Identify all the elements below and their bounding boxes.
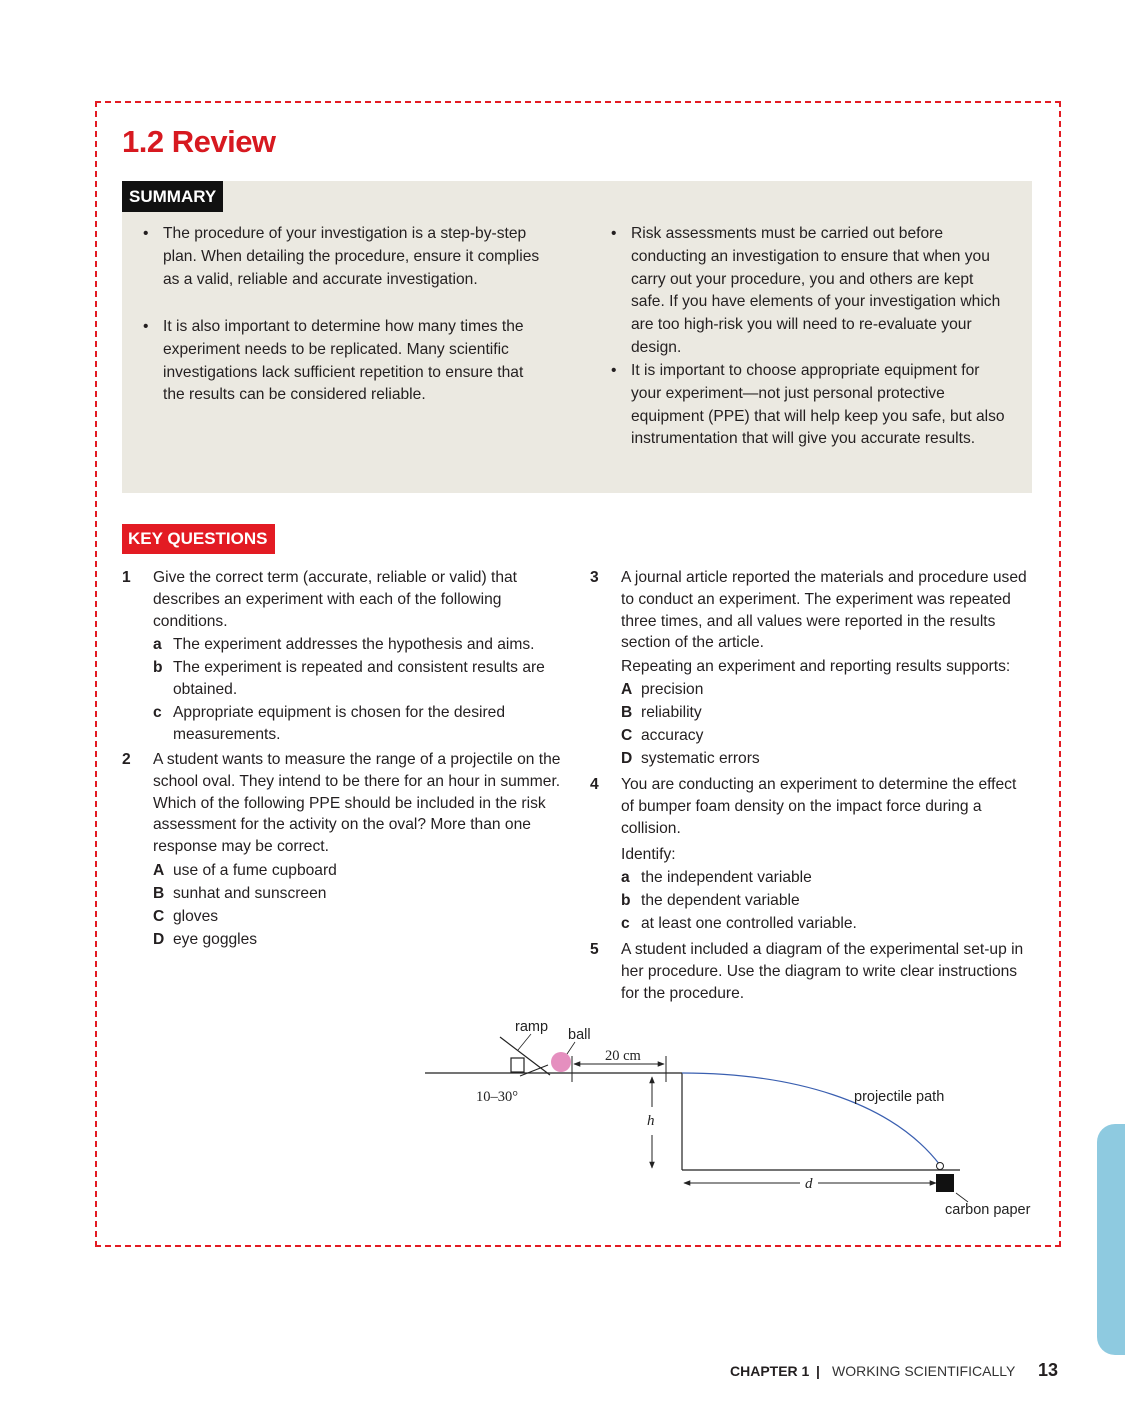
summary-bullet: • It is important to choose appropriate equipment for your experiment—not just personal protective equipment (PPE) that will help keep you safe, but also instrumentation that will give you accurate results. <box>611 362 1005 448</box>
question-part: a The experiment addresses the hypothesis and aims. <box>153 636 535 653</box>
landing-point <box>937 1163 944 1170</box>
answer-option: D eye goggles <box>153 931 258 948</box>
chapter-tab <box>1097 1124 1125 1355</box>
question-part: b the dependent variable <box>621 892 800 909</box>
answer-option: A precision <box>621 681 704 698</box>
summary-bullet: • It is also important to determine how many times the experiment needs to be replicated. Many scientific investigations lack sufficient repetition to ensure that the results can be considered reliable. <box>143 318 524 404</box>
angle-label: 10–30° <box>476 1089 519 1105</box>
ramp-leader <box>518 1034 531 1050</box>
key-questions-label: KEY QUESTIONS <box>122 524 275 554</box>
question-number: 3 <box>590 569 599 586</box>
question-text: A journal article reported the materials and procedure used to conduct an experiment. The experiment was repeated three times, and all values were reported in the results section of the article. <box>621 569 1027 652</box>
question-text: Give the correct term (accurate, reliable or valid) that describes an experiment with each of the following conditions. <box>153 569 517 630</box>
summary-label: SUMMARY <box>122 181 223 212</box>
height-label: h <box>647 1113 655 1129</box>
answer-option: C accuracy <box>621 727 704 744</box>
question-text: A student included a diagram of the experimental set-up in her procedure. Use the diagram to write clear instructions for the procedure. <box>621 941 1024 1002</box>
question-text: You are conducting an experiment to determine the effect of bumper foam density on the impact force during a collision. <box>621 776 1017 837</box>
answer-option: B sunhat and sunscreen <box>153 885 327 902</box>
section-title: 1.2 Review <box>122 124 276 159</box>
footer-section: WORKING SCIENTIFICALLY <box>832 1363 1016 1379</box>
question-number: 2 <box>122 751 131 768</box>
summary-bullet: • Risk assessments must be carried out before conducting an investigation to ensure that when you carry out your procedure, you and others are kept safe. If you have elements of your investigation which are too high-risk you will need to re-evaluate your design. <box>611 225 1001 356</box>
ramp-label: ramp <box>515 1019 549 1035</box>
ball-icon <box>551 1052 571 1072</box>
answer-option: A use of a fume cupboard <box>153 862 337 879</box>
ball-leader <box>567 1042 575 1054</box>
carbon-paper <box>936 1174 954 1192</box>
projectile-path <box>682 1073 940 1165</box>
question-part: a the independent variable <box>621 869 812 886</box>
footer-chapter: CHAPTER 1 <box>730 1363 810 1379</box>
footer-separator: | <box>816 1363 820 1379</box>
question-part: c Appropriate equipment is chosen for the desired measurements. <box>153 704 505 743</box>
question-number: 5 <box>590 941 599 958</box>
page-number: 13 <box>1038 1360 1059 1380</box>
question-text: A student wants to measure the range of a projectile on the school oval. They intend to be there for an hour in summer. Which of the following PPE should be included in the risk assessment for the activity on the oval? More than one response may be correct. <box>153 751 561 856</box>
carbon-leader <box>956 1193 968 1202</box>
answer-option: B reliability <box>621 704 702 721</box>
question-number: 4 <box>590 776 599 793</box>
question-number: 1 <box>122 569 131 586</box>
answer-option: D systematic errors <box>621 750 760 767</box>
path-label: projectile path <box>854 1089 945 1105</box>
question-prompt: Repeating an experiment and reporting results supports: <box>621 658 1011 675</box>
ramp-line <box>500 1037 550 1075</box>
ramp-block <box>511 1058 524 1072</box>
distance-label: 20 cm <box>605 1048 641 1064</box>
carbon-label: carbon paper <box>945 1202 1031 1218</box>
question-prompt: Identify: <box>621 846 676 863</box>
summary-bullet: • The procedure of your investigation is a step-by-step plan. When detailing the procedure, ensure it complies as a valid, reliable and accurate investigation. <box>143 225 540 288</box>
question-part: c at least one controlled variable. <box>621 915 857 932</box>
range-label: d <box>805 1176 813 1192</box>
ball-label: ball <box>568 1027 591 1043</box>
answer-option: C gloves <box>153 908 219 925</box>
question-part: b The experiment is repeated and consistent results are obtained. <box>153 659 545 698</box>
